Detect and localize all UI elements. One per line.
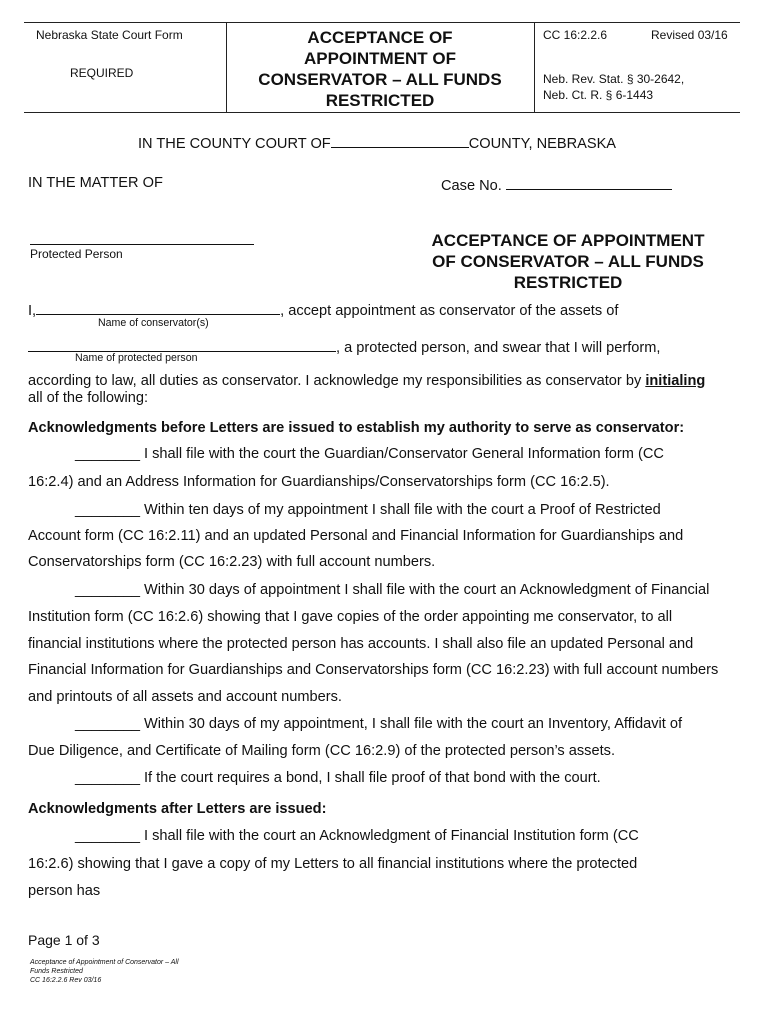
conservator-name-field[interactable]: [36, 300, 280, 315]
ack-item-1-line[interactable]: ________ I shall file with the court the Guardian/Conservator General Information form (CC: [75, 446, 664, 462]
required-label: REQUIRED: [70, 66, 134, 80]
page-number: Page 1 of 3: [28, 932, 100, 948]
header-top-rule: [24, 22, 740, 23]
footer-line: Acceptance of Appointment of Conservator – All: [30, 959, 179, 966]
case-no-label: Case No.: [441, 178, 502, 194]
ack-item-4-line: Due Diligence, and Certificate of Mailing form (CC 16:2.9) of the protected person’s assets.: [28, 743, 616, 759]
conservator-name-caption: Name of conservator(s): [98, 317, 209, 329]
protected-person-field[interactable]: [30, 244, 254, 245]
ack-item-4-line[interactable]: ________ Within 30 days of my appointment, I shall file with the court an Inventory, Affidavit of: [75, 716, 683, 732]
protected-text: , a protected person, and swear that I will perform,: [336, 340, 661, 356]
document-title: [408, 230, 728, 293]
protected-person-label: Protected Person: [30, 247, 123, 261]
header-title: [226, 27, 534, 111]
court-line: [138, 133, 616, 152]
i-prefix: I,: [28, 303, 37, 319]
footer-line: CC 16:2.2.6 Rev 03/16: [30, 977, 102, 984]
ack-item-3-line: and printouts of all assets and account numbers.: [28, 689, 342, 705]
ack-item-2-line[interactable]: ________ Within ten days of my appointment I shall file with the court a Proof of Restricted: [75, 502, 661, 518]
ack-item-3-line: Institution form (CC 16:2.6) showing that I gave copies of the order appointing me conservator, to all: [28, 609, 673, 625]
case-number-line: [441, 175, 672, 194]
court-suffix: COUNTY, NEBRASKA: [468, 136, 617, 152]
ack-after-item-1-line: 16:2.6) showing that I gave a copy of my Letters to all financial institutions where the protected: [28, 856, 638, 872]
accept-text: , accept appointment as conservator of the assets of: [280, 303, 619, 319]
in-the-matter-of: IN THE MATTER OF: [28, 175, 163, 191]
document-title-line: OF CONSERVATOR – ALL FUNDS: [432, 252, 704, 271]
ack-after-item-1-line: person has: [28, 883, 101, 899]
law-text-1: according to law, all duties as conservator. I acknowledge my responsibilities as conservator by: [28, 373, 642, 389]
ack-item-3-line: financial institutions where the protected person has accounts. I shall also file an updated Personal and: [28, 636, 694, 652]
revised-date: Revised 03/16: [651, 28, 728, 42]
protected-person-name-caption: Name of protected person: [75, 352, 198, 364]
footer-caption: [30, 958, 179, 985]
header-title-line: CONSERVATOR – ALL FUNDS: [258, 70, 502, 89]
statute-ref-2: Neb. Ct. R. § 6-1443: [543, 88, 654, 102]
footer-line: Funds Restricted: [30, 968, 83, 975]
county-field[interactable]: [331, 133, 469, 148]
document-title-line: RESTRICTED: [513, 273, 623, 292]
ack-item-3-line[interactable]: ________ Within 30 days of appointment I shall file with the court an Acknowledgment of Financial: [75, 582, 710, 598]
form-number: CC 16:2.2.6: [543, 28, 608, 42]
header-title-line: RESTRICTED: [325, 91, 435, 110]
document-title-line: ACCEPTANCE OF APPOINTMENT: [431, 231, 705, 250]
header-bottom-rule: [24, 112, 740, 113]
ack-after-item-1-line[interactable]: ________ I shall file with the court an Acknowledgment of Financial Institution form (CC: [75, 828, 639, 844]
form-label: Nebraska State Court Form: [36, 28, 183, 42]
statute-ref-1: Neb. Rev. Stat. § 30-2642,: [543, 72, 685, 86]
oath-line-4: all of the following:: [28, 390, 149, 406]
section-after-heading: Acknowledgments after Letters are issued:: [28, 801, 327, 817]
initialing-emphasis: initialing: [645, 373, 706, 389]
ack-item-3-line: Financial Information for Guardianships and Conservatorships form (CC 16:2.23) with full account numbers: [28, 662, 719, 678]
court-prefix: IN THE COUNTY COURT OF: [138, 136, 331, 152]
header-title-line: APPOINTMENT OF: [303, 49, 457, 68]
oath-line-3: [28, 373, 705, 389]
header-divider-right: [534, 22, 535, 113]
protected-person-name-field[interactable]: [28, 337, 336, 352]
ack-item-2-line: Account form (CC 16:2.11) and an updated Personal and Financial Information for Guardianships and: [28, 528, 684, 544]
section-before-heading: Acknowledgments before Letters are issued to establish my authority to serve as conservator:: [28, 420, 685, 436]
ack-item-5-line[interactable]: ________ If the court requires a bond, I shall file proof of that bond with the court.: [75, 770, 601, 786]
ack-item-2-line: Conservatorships form (CC 16:2.23) with full account numbers.: [28, 554, 436, 570]
header-title-line: ACCEPTANCE OF: [307, 28, 453, 47]
case-number-field[interactable]: [506, 175, 672, 190]
ack-item-1-line: 16:2.4) and an Address Information for Guardianships/Conservatorships form (CC 16:2.5).: [28, 474, 610, 490]
